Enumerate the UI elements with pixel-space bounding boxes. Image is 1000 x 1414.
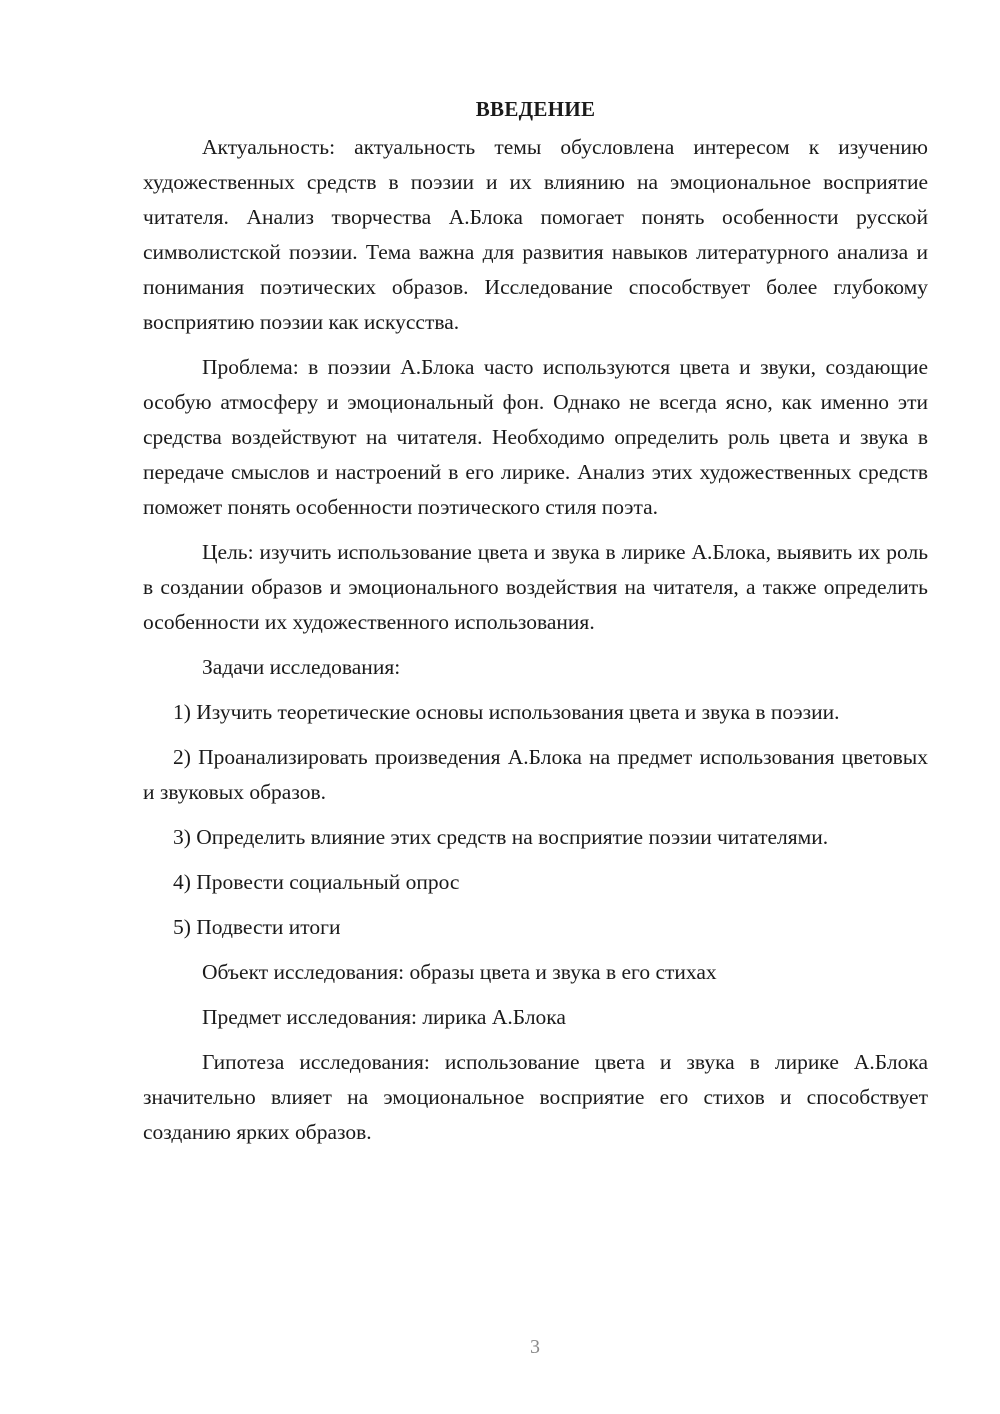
page-number: 3 xyxy=(530,1336,540,1358)
paragraph-problem: Проблема: в поэзии А.Блока часто используются цвета и звуки, создающие особую атмосферу и эмоциональный фон. Однако не всегда ясно, как именно эти средства воздействуют на читателя. Необходимо определить роль цвета и звука в передаче смыслов и настроений в его лирике. Анализ этих художественных средств поможет понять особенности поэтического стиля поэта. xyxy=(143,355,928,519)
page-title: ВВЕДЕНИЕ xyxy=(475,97,596,121)
task-item-4: 4) Провести социальный опрос xyxy=(173,870,460,894)
paragraph-goal: Цель: изучить использование цвета и звука в лирике А.Блока, выявить их роль в создании образов и эмоционального воздействия на читателя, а также определить особенности их художественного использования. xyxy=(143,540,928,634)
task-item-5: 5) Подвести итоги xyxy=(173,915,341,939)
paragraph-subject: Предмет исследования: лирика А.Блока xyxy=(202,1005,566,1029)
task-item-2: 2) Проанализировать произведения А.Блока на предмет использования цветовых и звуковых образов. xyxy=(143,745,928,804)
page-content xyxy=(143,92,928,1160)
paragraph-relevance: Актуальность: актуальность темы обусловлена интересом к изучению художественных средств в поэзии и их влиянию на эмоциональное восприятие читателя. Анализ творчества А.Блока помогает понять особенности русской символистской поэзии. Тема важна для развития навыков литературного анализа и понимания поэтических образов. Исследование способствует более глубокому восприятию поэзии как искусства. xyxy=(143,135,928,334)
paragraph-tasks-heading: Задачи исследования: xyxy=(202,655,401,679)
paragraph-object: Объект исследования: образы цвета и звука в его стихах xyxy=(202,960,717,984)
task-item-1: 1) Изучить теоретические основы использования цвета и звука в поэзии. xyxy=(173,700,840,724)
task-item-3: 3) Определить влияние этих средств на восприятие поэзии читателями. xyxy=(173,825,829,849)
paragraph-hypothesis: Гипотеза исследования: использование цвета и звука в лирике А.Блока значительно влияет на эмоциональное восприятие его стихов и способствует созданию ярких образов. xyxy=(143,1050,928,1144)
